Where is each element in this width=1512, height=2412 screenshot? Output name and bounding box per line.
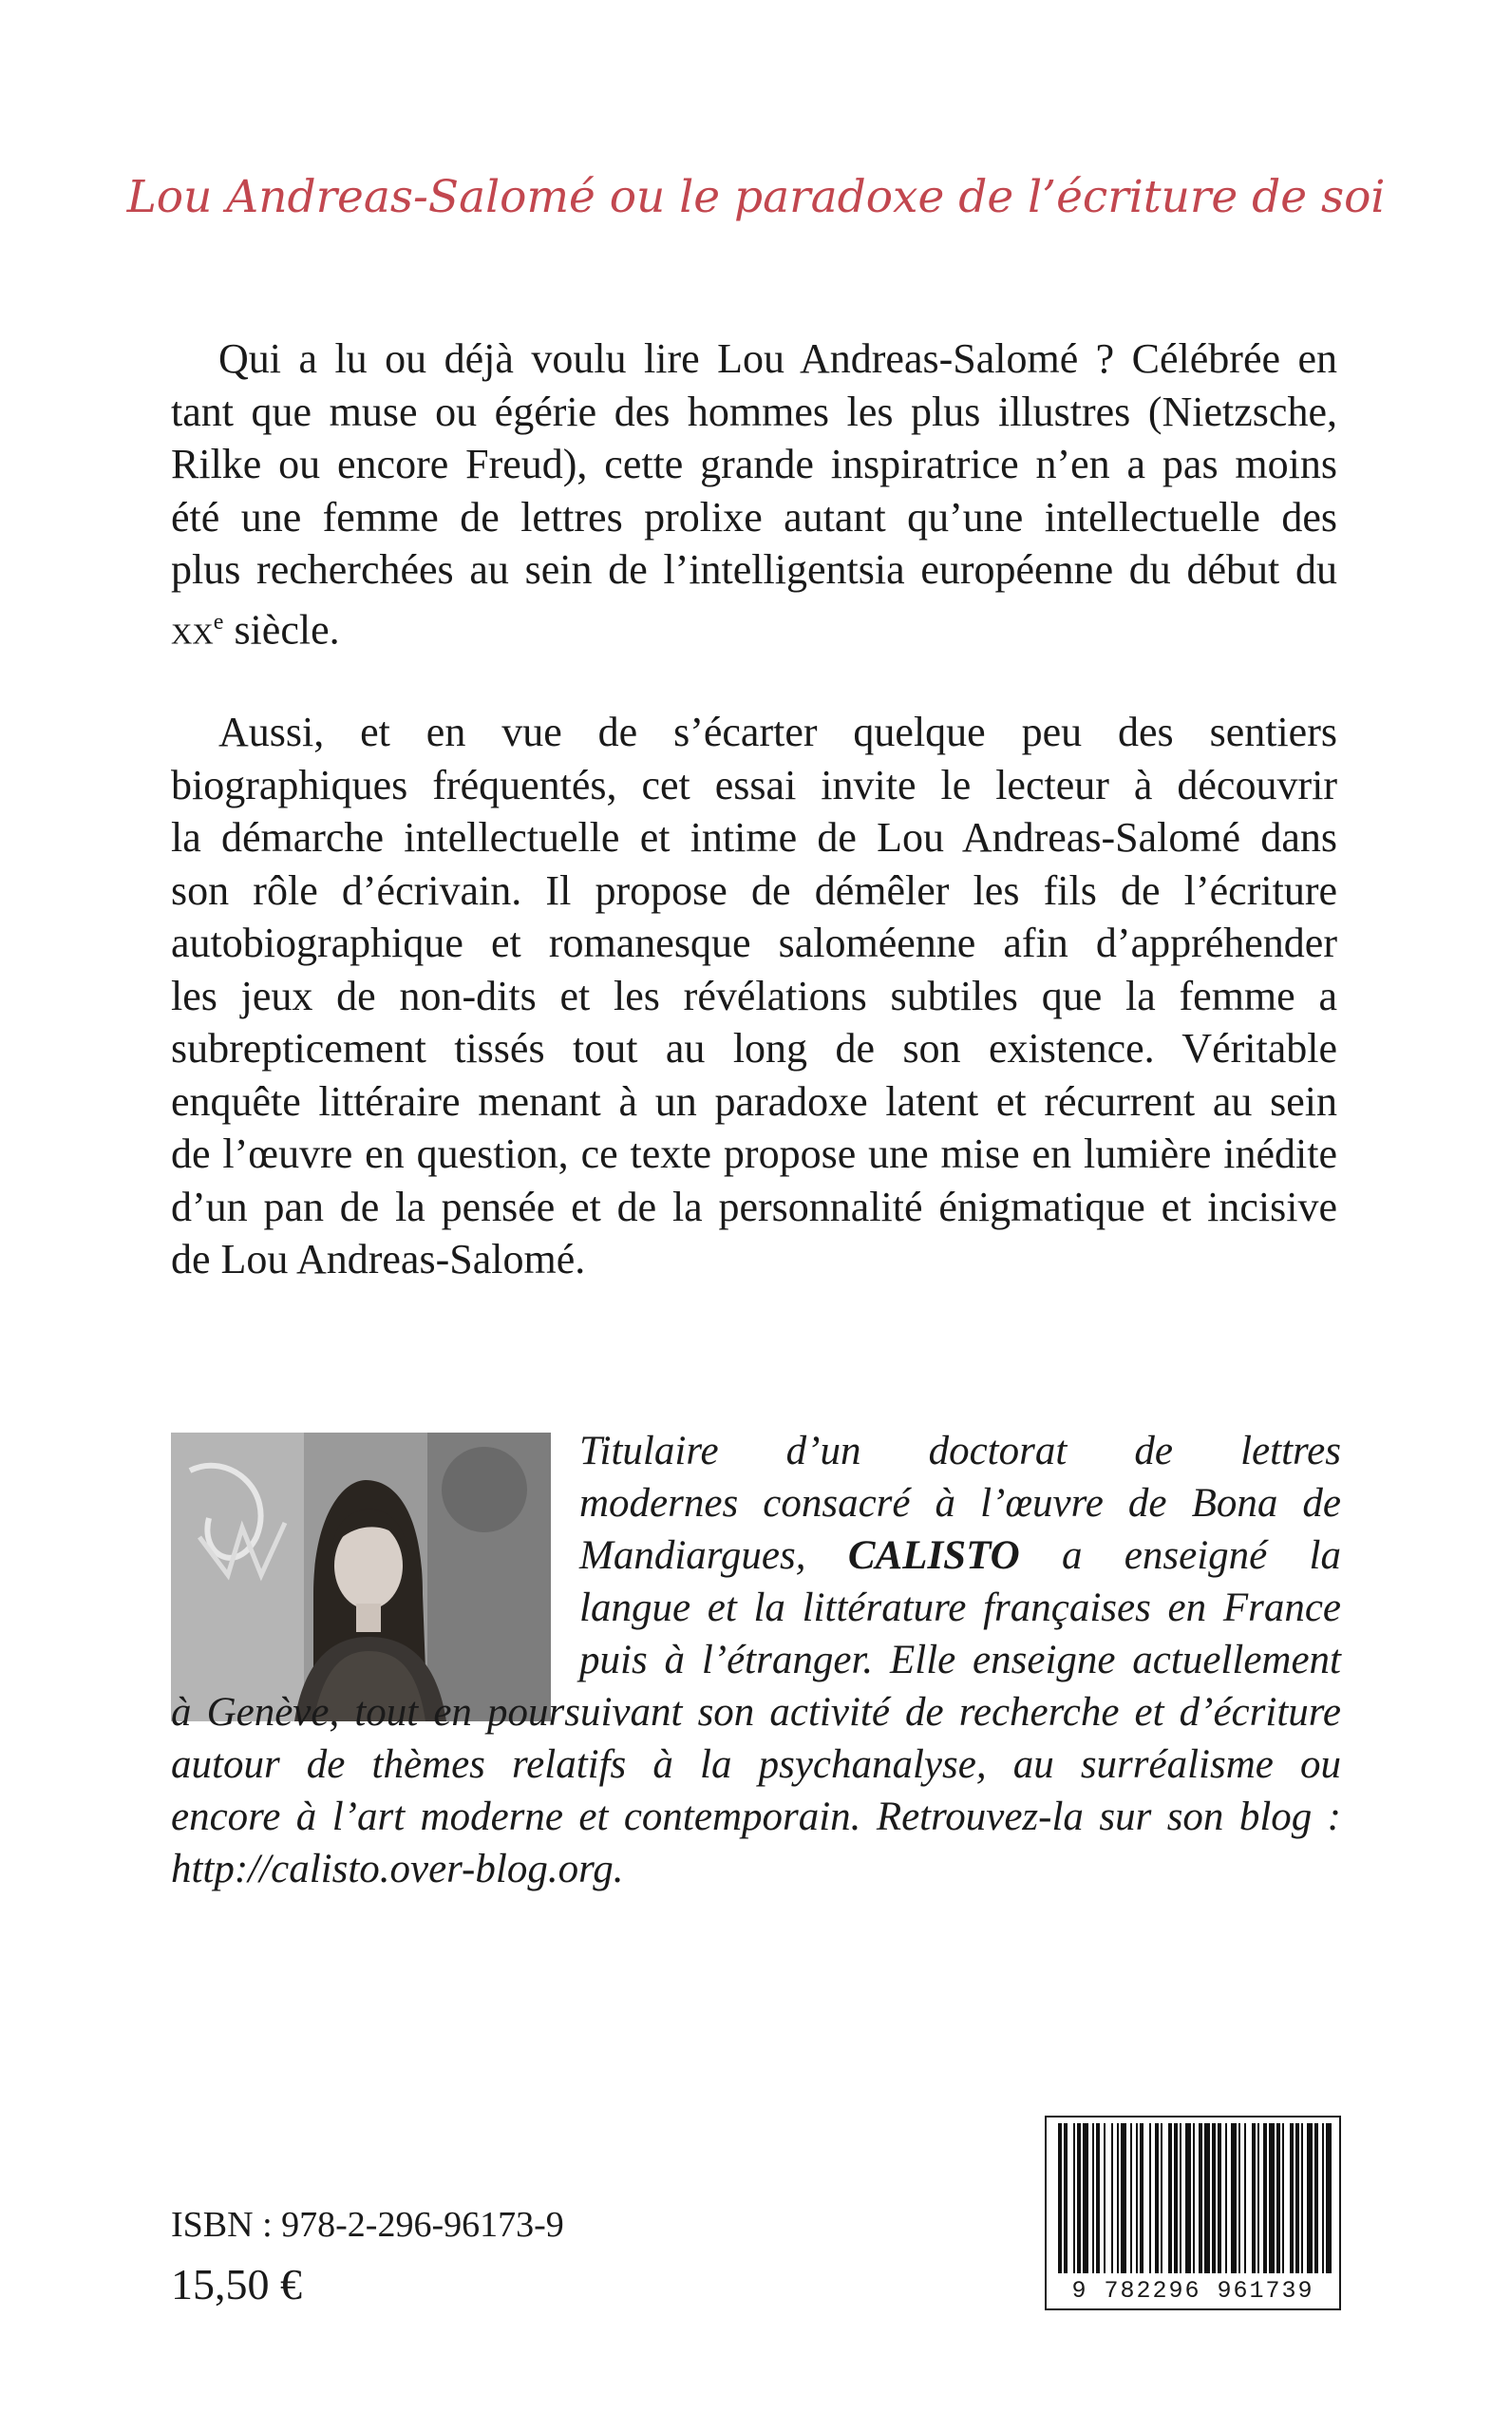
blurb-line: Rilke ou encore Freud), cette grande inspiratrice n’en a pas moins [171,441,1337,487]
barcode-bar [1096,2123,1100,2273]
century-suffix: siècle. [223,606,340,654]
century-superscript: e [213,609,224,635]
bio-line: encore à l’art moderne et contemporain. Retrouvez-la sur son blog : [171,1795,1341,1839]
author-bio [171,1425,1341,1895]
bio-line: langue et la littérature françaises en France [579,1586,1341,1630]
barcode-bar [1117,2123,1119,2273]
barcode-digits: 9 782296 961739 [1071,2277,1314,2305]
barcode-bar [1244,2123,1246,2273]
author-name: CALISTO [847,1533,1020,1578]
barcode-bar [1301,2123,1303,2273]
barcode-bar [1130,2123,1132,2273]
blurb-line: Aussi, et en vue de s’écarter quelque peu des sentiers [218,709,1337,755]
barcode-bar [1199,2123,1202,2273]
barcode-bar [1064,2123,1068,2273]
bio-line: à Genève, tout en poursuivant son activité de recherche et d’écriture [171,1690,1341,1735]
barcode-bar [1218,2123,1221,2273]
barcode-bar [1140,2123,1143,2273]
isbn: ISBN : 978-2-296-96173-9 [171,2205,564,2245]
barcode-bar [1104,2123,1106,2273]
blurb-line: de l’œuvre en question, ce texte propose une mise en lumière inédite [171,1130,1337,1177]
barcode-bar [1161,2123,1162,2273]
blurb-line: Qui a lu ou déjà voulu lire Lou Andreas-Salomé ? Célébrée en [218,335,1337,382]
blurb-line: biographiques fréquentés, cet essai invite le lecteur à découvrir [171,761,1337,808]
barcode-bar [1174,2123,1178,2273]
blurb-paragraph-2 [171,706,1337,1286]
barcode-bar [1077,2123,1081,2273]
author-blog-url: http://calisto.over-blog.org. [171,1847,624,1891]
blurb-line: son rôle d’écrivain. Il propose de démêler les fils de l’écriture [171,866,1337,914]
barcode-bar [1136,2123,1138,2273]
barcode-bar [1204,2123,1210,2273]
barcode-bar [1149,2123,1151,2273]
bio-line: puis à l’étranger. Elle enseigne actuellement [579,1638,1341,1682]
barcode-bar [1290,2123,1294,2273]
barcode-bar [1121,2123,1126,2273]
barcode-bar [1168,2123,1172,2273]
blurb-line: les jeux de non-dits et les révélations subtiles que la femme a [171,972,1337,1019]
bio-line: modernes consacré à l’œuvre de Bona de [579,1481,1341,1526]
barcode-bar [1180,2123,1181,2273]
blurb-line: subrepticement tissés tout au long de son existence. Véritable [171,1025,1337,1072]
barcode-bar [1073,2123,1075,2273]
barcode-bar [1231,2123,1237,2273]
bio-text: Mandiargues, [579,1533,848,1578]
bio-line: Titulaire d’un doctorat de lettres [579,1429,1341,1473]
blurb-line-century [171,597,1337,656]
barcode-bar [1185,2123,1191,2273]
book-title: Lou Andreas-Salomé ou le paradoxe de l’écriture de soi [126,171,1386,223]
blurb-paragraph-1 [171,332,1337,656]
barcode-bar [1322,2123,1324,2273]
barcode-bar [1263,2123,1267,2273]
barcode-bar [1155,2123,1159,2273]
barcode-bar [1307,2123,1313,2273]
blurb-line: plus recherchées au sein de l’intelligentsia européenne du début du [171,546,1337,593]
barcode-bars [1056,2123,1333,2273]
bio-line: autour de thèmes relatifs à la psychanalyse, au surréalisme ou [171,1742,1341,1787]
blurb-line: été une femme de lettres prolixe autant qu’une intellectuelle des [171,493,1337,541]
barcode-bar [1257,2123,1259,2273]
blurb-line: d’un pan de la pensée et de la personnalité énigmatique et incisive [171,1183,1337,1230]
blurb-line: la démarche intellectuelle et intime de Lou Andreas-Salomé dans [171,814,1337,861]
bio-text: a enseigné la [1019,1533,1341,1578]
barcode-bar [1083,2123,1088,2273]
isbn-barcode [1045,2116,1341,2310]
barcode-bar [1314,2123,1318,2273]
barcode-bar [1252,2123,1256,2273]
barcode-bar [1092,2123,1094,2273]
bio-line-author [579,1529,1341,1582]
barcode-bar [1295,2123,1299,2273]
barcode-bar [1212,2123,1216,2273]
blurb-line: tant que muse ou égérie des hommes les plus illustres (Nietzsche, [171,388,1337,435]
barcode-bar [1058,2123,1062,2273]
barcode-bar [1282,2123,1284,2273]
barcode-bar [1326,2123,1332,2273]
price: 15,50 € [171,2260,302,2308]
barcode-bar [1238,2123,1240,2273]
barcode-bar [1269,2123,1275,2273]
barcode-bar [1225,2123,1227,2273]
century-numeral: xx [171,606,214,654]
barcode-bar [1276,2123,1280,2273]
blurb-line: enquête littéraire menant à un paradoxe latent et récurrent au sein [171,1077,1337,1125]
blurb-line: autobiographique et romanesque saloméenne afin d’appréhender [171,920,1337,966]
blurb-line: de Lou Andreas-Salomé. [171,1236,586,1282]
barcode-bar [1111,2123,1113,2273]
barcode-bar [1193,2123,1195,2273]
